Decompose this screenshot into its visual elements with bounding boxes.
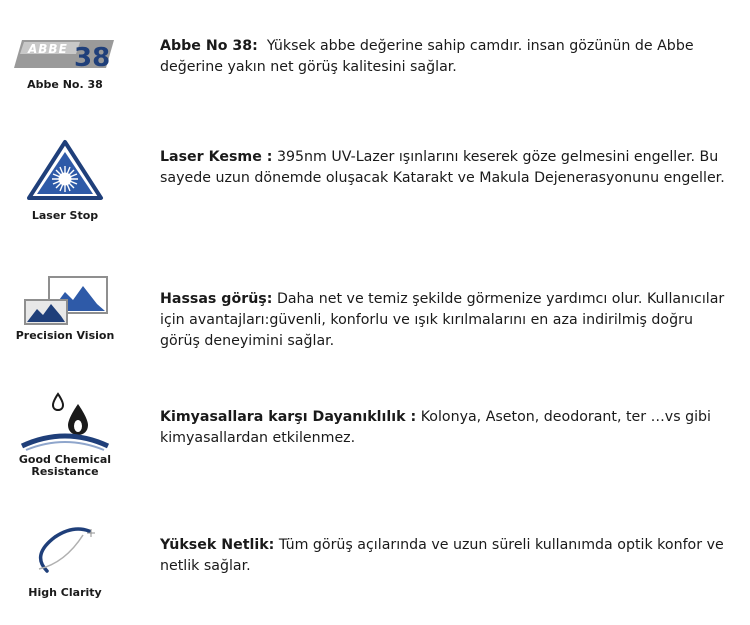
precision-caption: Precision Vision — [15, 329, 115, 342]
laser-stop-icon — [25, 138, 105, 200]
high-clarity-badge — [0, 525, 130, 599]
abbe-title: Abbe No 38: — [160, 38, 258, 54]
feature-row-abbe — [0, 30, 750, 100]
chemical-caption-line1: Good Chemical — [18, 453, 112, 466]
precision-vision-badge — [0, 274, 130, 342]
abbe-caption: Abbe No. 38 — [27, 78, 103, 91]
abbe-text — [160, 36, 730, 78]
clarity-text — [160, 535, 730, 577]
abbe-38-icon — [10, 36, 120, 76]
chemical-text — [160, 407, 730, 449]
clarity-description: Tüm görüş açılarında ve uzun süreli kullanımda optik konfor ve netlik sağlar. — [160, 537, 724, 574]
feature-row-laser — [0, 138, 750, 228]
svg-text:38: 38 — [74, 43, 111, 73]
precision-vision-icon — [17, 274, 113, 328]
feature-row-clarity — [0, 525, 750, 605]
clarity-caption: High Clarity — [28, 586, 102, 599]
precision-title: Hassas görüş: — [160, 291, 273, 307]
laser-caption: Laser Stop — [31, 209, 99, 222]
abbe-38-badge — [0, 36, 130, 91]
laser-stop-badge — [0, 138, 130, 222]
high-clarity-icon — [25, 525, 105, 575]
clarity-title: Yüksek Netlik: — [160, 537, 275, 553]
chemical-title: Kimyasallara karşı Dayanıklılık : — [160, 409, 417, 425]
laser-title: Laser Kesme : — [160, 149, 273, 165]
precision-description: Daha net ve temiz şekilde görmenize yardımcı olur. Kullanıcılar için avantajları:güvenli, konforlu ve ışık kırılmalarını en aza indirilmiş doğru görüş deneyimini sağlar. — [160, 291, 725, 349]
laser-description: 395nm UV-Lazer ışınlarını keserek göze gelmesini engeller. Bu sayede uzun dönemde oluşacak Katarakt ve Makula Dejenerasyonunu engeller. — [160, 149, 725, 186]
feature-row-chemical — [0, 392, 750, 482]
laser-text — [160, 147, 730, 189]
svg-text:ABBE: ABBE — [28, 42, 68, 56]
feature-row-precision — [0, 274, 750, 354]
chemical-resistance-badge — [0, 392, 130, 478]
chemical-resistance-icon — [10, 392, 120, 452]
abbe-description: Yüksek abbe değerine sahip camdır. insan gözünün de Abbe değerine yakın net görüş kalitesini sağlar. — [160, 38, 694, 75]
precision-text — [160, 289, 730, 352]
chemical-description: Kolonya, Aseton, deodorant, ter …vs gibi kimyasallardan etkilenmez. — [160, 409, 711, 446]
chemical-caption-line2: Resistance — [31, 465, 99, 478]
